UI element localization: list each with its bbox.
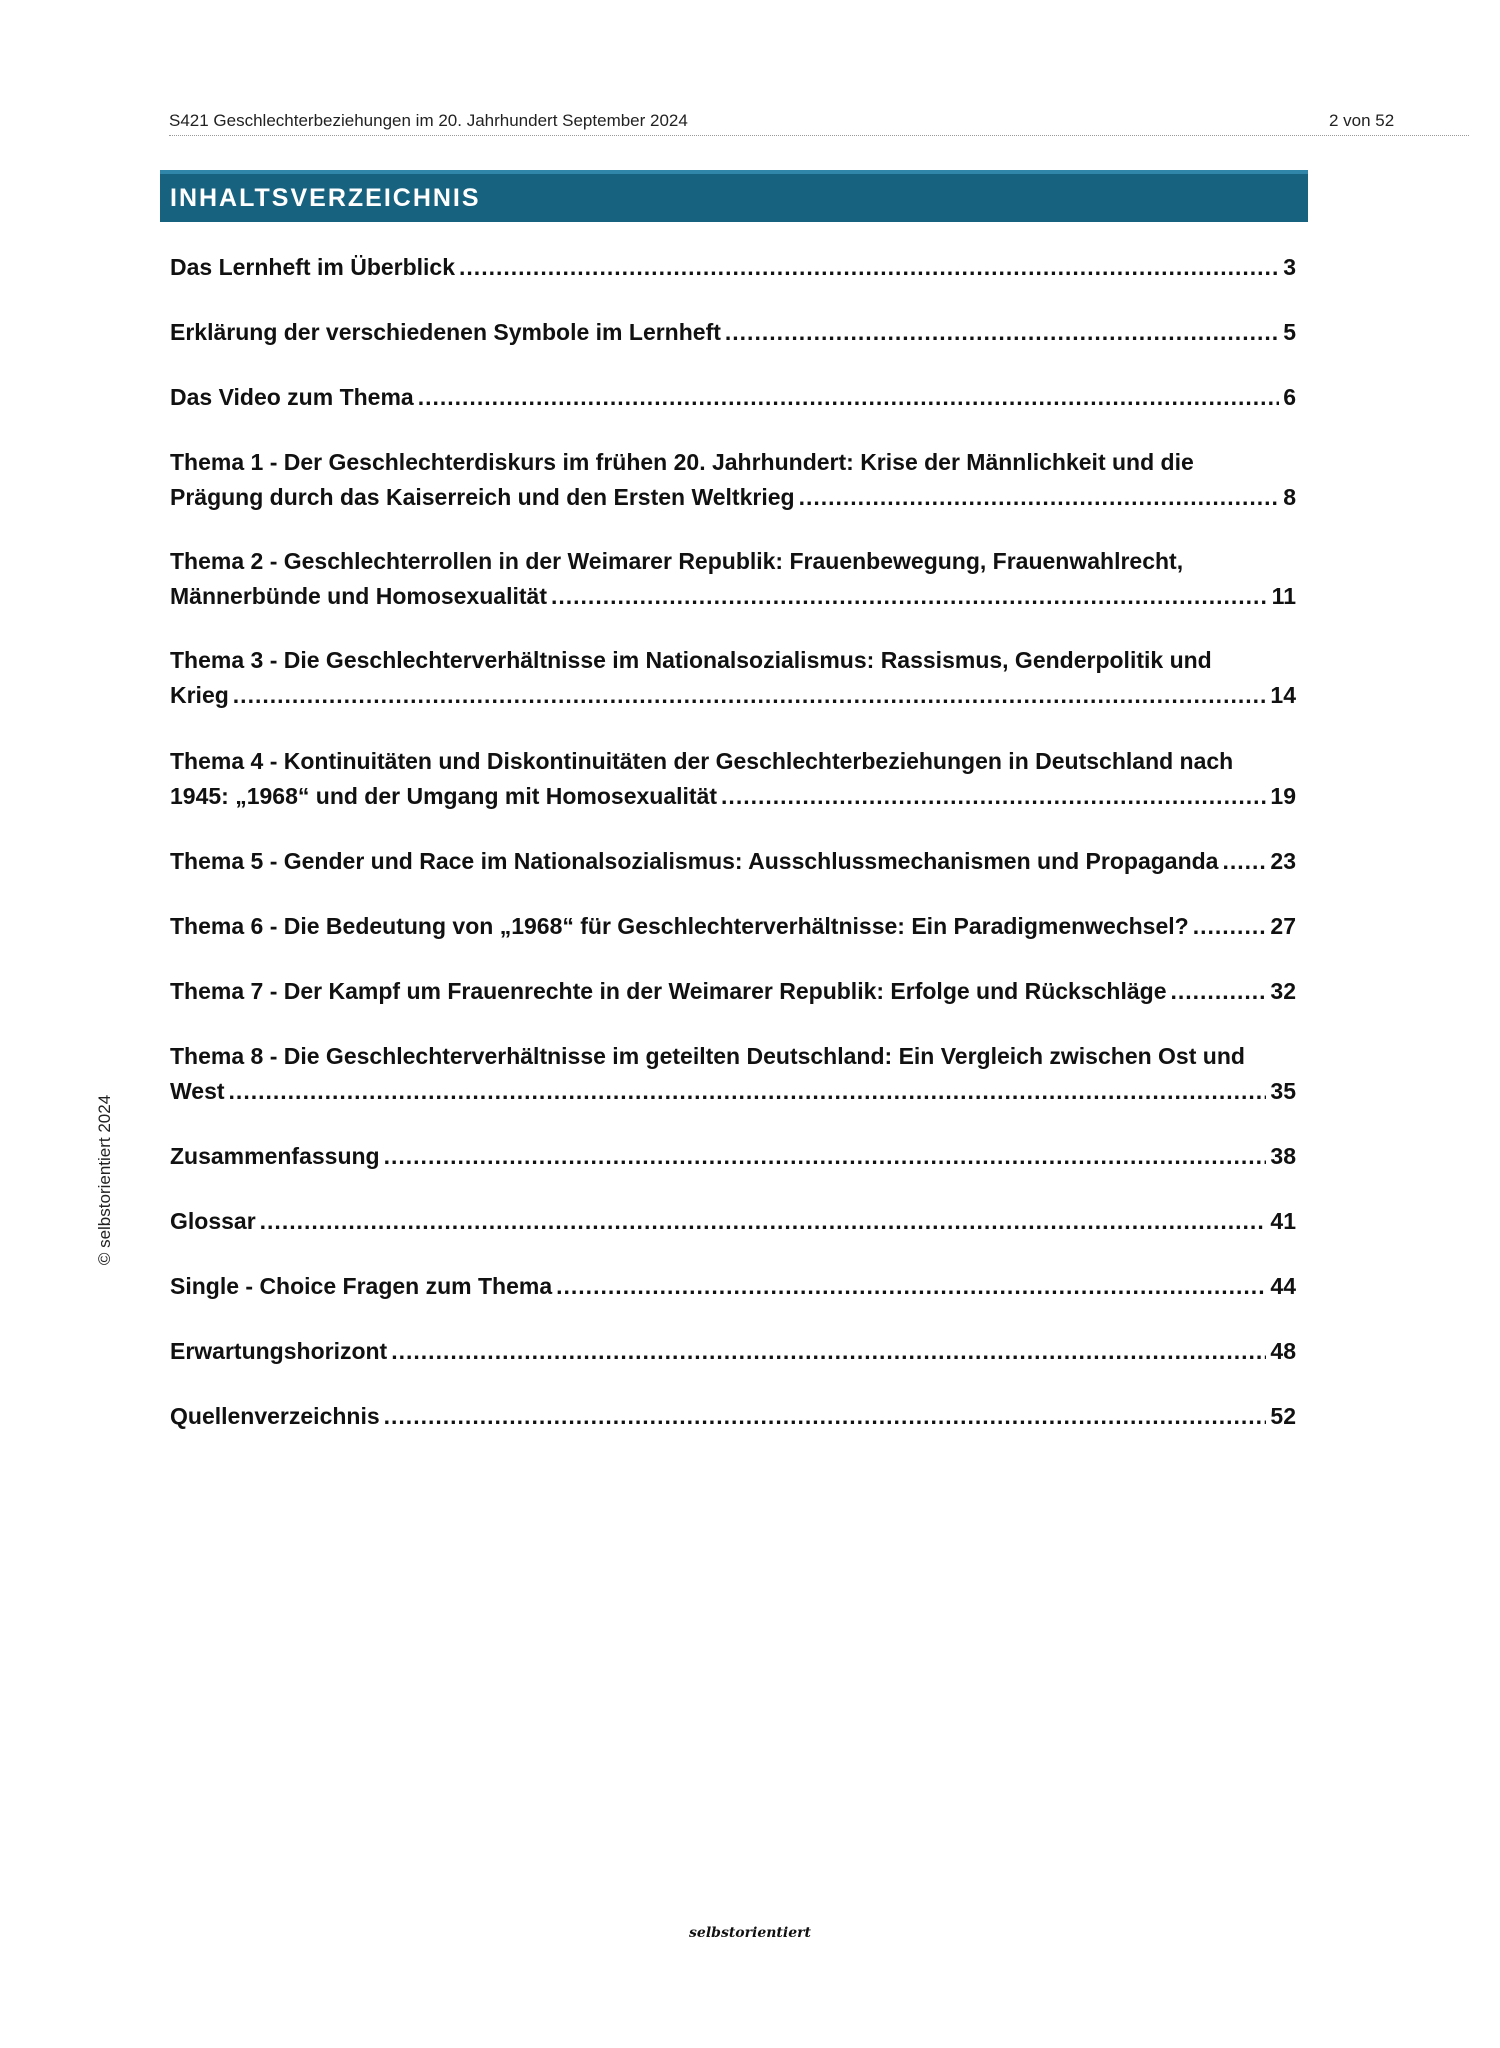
toc-entry-title: Thema 6 - Die Bedeutung von „1968“ für Geschlechterverhältnisse: Ein Paradigmenwechsel?: [170, 913, 1189, 939]
page-number: 2 von 52: [1329, 111, 1395, 130]
toc-leader: [721, 779, 1266, 814]
toc-leader: [260, 1204, 1267, 1239]
document-title: S421 Geschlechterbeziehungen im 20. Jahrhundert September 2024: [169, 111, 688, 130]
footer-logo: selbstorientiert: [689, 1925, 811, 1941]
toc-leader: [459, 250, 1279, 285]
toc-leader: [799, 480, 1280, 515]
toc-leader: [384, 1399, 1267, 1434]
toc-entry-page: 48: [1270, 1338, 1296, 1364]
toc-entry-title: Erwartungshorizont: [170, 1338, 388, 1364]
toc-leader: [233, 678, 1267, 713]
table-of-contents: [170, 250, 1296, 1434]
toc-entry-title: Krieg: [170, 682, 229, 708]
toc-entry-page: 32: [1270, 978, 1296, 1004]
toc-entry-title: Erklärung der verschiedenen Symbole im Lernheft: [170, 319, 721, 345]
toc-entry-page: 19: [1270, 783, 1296, 809]
toc-entry-page: 35: [1270, 1078, 1296, 1104]
toc-leader: [1193, 909, 1267, 944]
toc-entry-title: Single - Choice Fragen zum Thema: [170, 1273, 553, 1299]
toc-entry-title: Thema 7 - Der Kampf um Frauenrechte in der Weimarer Republik: Erfolge und Rückschläge: [170, 978, 1167, 1004]
toc-entry-title-line1: Thema 3 - Die Geschlechterverhältnisse im Nationalsozialismus: Rassismus, Genderpolitik und: [170, 647, 1212, 673]
toc-entry-title-line1: Thema 8 - Die Geschlechterverhältnisse im geteilten Deutschland: Ein Vergleich zwischen Ost und: [170, 1043, 1245, 1069]
toc-entry[interactable]: [170, 744, 1296, 814]
side-copyright: © selbstorientiert 2024: [95, 1094, 114, 1266]
toc-entry[interactable]: [170, 1204, 1296, 1239]
toc-entry[interactable]: [170, 844, 1296, 879]
toc-entry[interactable]: [170, 1039, 1296, 1109]
toc-leader: [418, 380, 1280, 415]
toc-entry[interactable]: [170, 315, 1296, 350]
toc-entry-title-line1: Thema 1 - Der Geschlechterdiskurs im frühen 20. Jahrhundert: Krise der Männlichkeit und die: [170, 449, 1194, 475]
toc-entry[interactable]: [170, 974, 1296, 1009]
toc-entry[interactable]: [170, 1139, 1296, 1174]
toc-entry-title: Prägung durch das Kaiserreich und den Ersten Weltkrieg: [170, 484, 795, 510]
toc-entry-page: 6: [1283, 384, 1296, 410]
toc-entry[interactable]: [170, 250, 1296, 285]
toc-entry[interactable]: [170, 1334, 1296, 1369]
toc-leader: [1170, 974, 1266, 1009]
toc-entry[interactable]: [170, 544, 1296, 614]
toc-entry[interactable]: [170, 909, 1296, 944]
page-header: [169, 109, 1469, 136]
toc-entry-page: 44: [1270, 1273, 1296, 1299]
toc-leader: [1222, 844, 1266, 879]
toc-entry[interactable]: [170, 643, 1296, 713]
toc-entry-title-line1: Thema 4 - Kontinuitäten und Diskontinuitäten der Geschlechterbeziehungen in Deutschland nach: [170, 748, 1234, 774]
toc-heading: INHALTSVERZEICHNIS: [170, 183, 481, 212]
toc-entry-title: Thema 5 - Gender und Race im Nationalsozialismus: Ausschlussmechanismen und Propaganda: [170, 848, 1219, 874]
toc-entry-title: West: [170, 1078, 225, 1104]
toc-leader: [556, 1269, 1266, 1304]
toc-leader: [384, 1139, 1267, 1174]
toc-entry-page: 23: [1270, 848, 1296, 874]
toc-entry-page: 11: [1271, 583, 1296, 609]
toc-entry-title: Glossar: [170, 1208, 256, 1234]
toc-entry[interactable]: [170, 380, 1296, 415]
toc-entry-page: 52: [1270, 1403, 1296, 1429]
toc-entry-page: 41: [1270, 1208, 1296, 1234]
toc-entry-title: Zusammenfassung: [170, 1143, 380, 1169]
toc-entry-title: Quellenverzeichnis: [170, 1403, 380, 1429]
toc-entry[interactable]: [170, 1269, 1296, 1304]
toc-entry[interactable]: [170, 445, 1296, 515]
toc-heading-bar: [160, 170, 1308, 222]
toc-leader: [229, 1074, 1267, 1109]
toc-entry-title-line1: Thema 2 - Geschlechterrollen in der Weimarer Republik: Frauenbewegung, Frauenwahlrecht,: [170, 548, 1184, 574]
toc-leader: [391, 1334, 1266, 1369]
toc-leader: [725, 315, 1279, 350]
toc-leader: [551, 579, 1268, 614]
toc-entry-title: Das Lernheft im Überblick: [170, 254, 456, 280]
toc-entry-page: 5: [1283, 319, 1296, 345]
toc-entry[interactable]: [170, 1399, 1296, 1434]
toc-entry-title: 1945: „1968“ und der Umgang mit Homosexualität: [170, 783, 718, 809]
toc-entry-page: 27: [1270, 913, 1296, 939]
toc-entry-page: 14: [1270, 682, 1296, 708]
toc-entry-title: Das Video zum Thema: [170, 384, 414, 410]
toc-entry-page: 8: [1283, 484, 1296, 510]
toc-entry-page: 38: [1270, 1143, 1296, 1169]
toc-entry-page: 3: [1283, 254, 1296, 280]
toc-entry-title: Männerbünde und Homosexualität: [170, 583, 547, 609]
